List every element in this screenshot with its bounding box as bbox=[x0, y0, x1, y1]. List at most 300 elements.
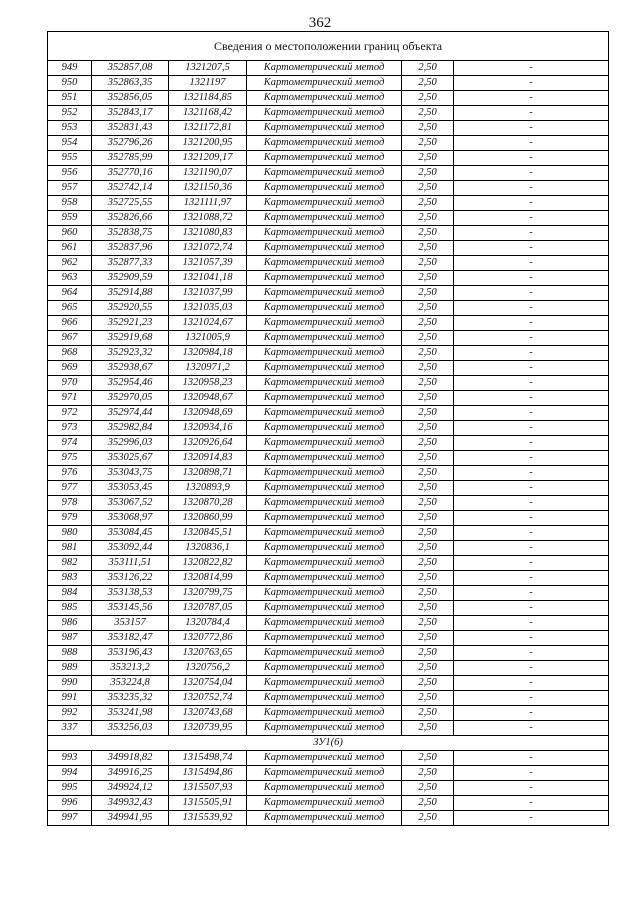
description-cell: - bbox=[454, 631, 609, 646]
y-coordinate-cell: 1320893,9 bbox=[169, 481, 247, 496]
method-cell: Картометрический метод bbox=[247, 571, 402, 586]
x-coordinate-cell: 352923,32 bbox=[92, 346, 169, 361]
description-cell: - bbox=[454, 391, 609, 406]
table-row bbox=[48, 511, 609, 526]
point-number-cell: 978 bbox=[48, 496, 92, 511]
y-coordinate-cell: 1321035,03 bbox=[169, 301, 247, 316]
point-number-cell: 950 bbox=[48, 76, 92, 91]
accuracy-cell: 2,50 bbox=[402, 661, 454, 676]
accuracy-cell: 2,50 bbox=[402, 361, 454, 376]
accuracy-cell: 2,50 bbox=[402, 541, 454, 556]
y-coordinate-cell: 1320870,28 bbox=[169, 496, 247, 511]
accuracy-cell: 2,50 bbox=[402, 676, 454, 691]
x-coordinate-cell: 352857,08 bbox=[92, 61, 169, 76]
table-row bbox=[48, 241, 609, 256]
table-row bbox=[48, 391, 609, 406]
y-coordinate-cell: 1320948,67 bbox=[169, 391, 247, 406]
accuracy-cell: 2,50 bbox=[402, 406, 454, 421]
point-number-cell: 996 bbox=[48, 796, 92, 811]
table-row bbox=[48, 331, 609, 346]
point-number-cell: 954 bbox=[48, 136, 92, 151]
accuracy-cell: 2,50 bbox=[402, 316, 454, 331]
method-cell: Картометрический метод bbox=[247, 286, 402, 301]
method-cell: Картометрический метод bbox=[247, 556, 402, 571]
table-row bbox=[48, 196, 609, 211]
y-coordinate-cell: 1321197 bbox=[169, 76, 247, 91]
accuracy-cell: 2,50 bbox=[402, 346, 454, 361]
method-cell: Картометрический метод bbox=[247, 781, 402, 796]
x-coordinate-cell: 352920,55 bbox=[92, 301, 169, 316]
method-cell: Картометрический метод bbox=[247, 586, 402, 601]
accuracy-cell: 2,50 bbox=[402, 241, 454, 256]
table-row bbox=[48, 811, 609, 826]
table-row bbox=[48, 541, 609, 556]
table-row bbox=[48, 361, 609, 376]
point-number-cell: 959 bbox=[48, 211, 92, 226]
method-cell: Картометрический метод bbox=[247, 121, 402, 136]
y-coordinate-cell: 1321072,74 bbox=[169, 241, 247, 256]
description-cell: - bbox=[454, 481, 609, 496]
y-coordinate-cell: 1320822,82 bbox=[169, 556, 247, 571]
x-coordinate-cell: 352954,46 bbox=[92, 376, 169, 391]
y-coordinate-cell: 1320814,99 bbox=[169, 571, 247, 586]
description-cell: - bbox=[454, 811, 609, 826]
description-cell: - bbox=[454, 526, 609, 541]
x-coordinate-cell: 353241,98 bbox=[92, 706, 169, 721]
x-coordinate-cell: 349918,82 bbox=[92, 751, 169, 766]
accuracy-cell: 2,50 bbox=[402, 256, 454, 271]
method-cell: Картометрический метод bbox=[247, 391, 402, 406]
x-coordinate-cell: 353084,45 bbox=[92, 526, 169, 541]
x-coordinate-cell: 352982,84 bbox=[92, 421, 169, 436]
point-number-cell: 993 bbox=[48, 751, 92, 766]
description-cell: - bbox=[454, 91, 609, 106]
x-coordinate-cell: 352863,35 bbox=[92, 76, 169, 91]
point-number-cell: 995 bbox=[48, 781, 92, 796]
description-cell: - bbox=[454, 616, 609, 631]
x-coordinate-cell: 353138,53 bbox=[92, 586, 169, 601]
y-coordinate-cell: 1320926,64 bbox=[169, 436, 247, 451]
description-cell: - bbox=[454, 271, 609, 286]
x-coordinate-cell: 352938,67 bbox=[92, 361, 169, 376]
table-row bbox=[48, 586, 609, 601]
description-cell: - bbox=[454, 541, 609, 556]
point-number-cell: 963 bbox=[48, 271, 92, 286]
x-coordinate-cell: 352921,23 bbox=[92, 316, 169, 331]
method-cell: Картометрический метод bbox=[247, 796, 402, 811]
y-coordinate-cell: 1315494,86 bbox=[169, 766, 247, 781]
x-coordinate-cell: 352770,16 bbox=[92, 166, 169, 181]
x-coordinate-cell: 353111,51 bbox=[92, 556, 169, 571]
description-cell: - bbox=[454, 556, 609, 571]
point-number-cell: 989 bbox=[48, 661, 92, 676]
method-cell: Картометрический метод bbox=[247, 106, 402, 121]
x-coordinate-cell: 352909,59 bbox=[92, 271, 169, 286]
description-cell: - bbox=[454, 781, 609, 796]
method-cell: Картометрический метод bbox=[247, 361, 402, 376]
accuracy-cell: 2,50 bbox=[402, 436, 454, 451]
accuracy-cell: 2,50 bbox=[402, 391, 454, 406]
point-number-cell: 980 bbox=[48, 526, 92, 541]
description-cell: - bbox=[454, 466, 609, 481]
table-row bbox=[48, 616, 609, 631]
y-coordinate-cell: 1320743,68 bbox=[169, 706, 247, 721]
description-cell: - bbox=[454, 406, 609, 421]
y-coordinate-cell: 1321190,07 bbox=[169, 166, 247, 181]
table-row bbox=[48, 136, 609, 151]
table-row bbox=[48, 526, 609, 541]
point-number-cell: 977 bbox=[48, 481, 92, 496]
y-coordinate-cell: 1320971,2 bbox=[169, 361, 247, 376]
x-coordinate-cell: 353235,32 bbox=[92, 691, 169, 706]
x-coordinate-cell: 353256,03 bbox=[92, 721, 169, 736]
point-number-cell: 983 bbox=[48, 571, 92, 586]
table-row bbox=[48, 691, 609, 706]
y-coordinate-cell: 1320752,74 bbox=[169, 691, 247, 706]
point-number-cell: 979 bbox=[48, 511, 92, 526]
method-cell: Картометрический метод bbox=[247, 751, 402, 766]
method-cell: Картометрический метод bbox=[247, 661, 402, 676]
y-coordinate-cell: 1321024,67 bbox=[169, 316, 247, 331]
accuracy-cell: 2,50 bbox=[402, 421, 454, 436]
point-number-cell: 955 bbox=[48, 151, 92, 166]
accuracy-cell: 2,50 bbox=[402, 151, 454, 166]
table-row bbox=[48, 796, 609, 811]
description-cell: - bbox=[454, 196, 609, 211]
method-cell: Картометрический метод bbox=[247, 646, 402, 661]
method-cell: Картометрический метод bbox=[247, 511, 402, 526]
description-cell: - bbox=[454, 721, 609, 736]
accuracy-cell: 2,50 bbox=[402, 691, 454, 706]
point-number-cell: 973 bbox=[48, 421, 92, 436]
point-number-cell: 985 bbox=[48, 601, 92, 616]
table-row bbox=[48, 646, 609, 661]
x-coordinate-cell: 352725,55 bbox=[92, 196, 169, 211]
method-cell: Картометрический метод bbox=[247, 241, 402, 256]
table-row bbox=[48, 766, 609, 781]
y-coordinate-cell: 1315507,93 bbox=[169, 781, 247, 796]
x-coordinate-cell: 352914,88 bbox=[92, 286, 169, 301]
method-cell: Картометрический метод bbox=[247, 766, 402, 781]
accuracy-cell: 2,50 bbox=[402, 91, 454, 106]
point-number-cell: 974 bbox=[48, 436, 92, 451]
point-number-cell: 337 bbox=[48, 721, 92, 736]
point-number-cell: 961 bbox=[48, 241, 92, 256]
accuracy-cell: 2,50 bbox=[402, 601, 454, 616]
method-cell: Картометрический метод bbox=[247, 271, 402, 286]
point-number-cell: 966 bbox=[48, 316, 92, 331]
accuracy-cell: 2,50 bbox=[402, 796, 454, 811]
table-row bbox=[48, 466, 609, 481]
table-row bbox=[48, 676, 609, 691]
method-cell: Картометрический метод bbox=[247, 136, 402, 151]
method-cell: Картометрический метод bbox=[247, 301, 402, 316]
description-cell: - bbox=[454, 436, 609, 451]
point-number-cell: 968 bbox=[48, 346, 92, 361]
table-row bbox=[48, 406, 609, 421]
boundary-coordinates-table bbox=[47, 31, 609, 826]
description-cell: - bbox=[454, 751, 609, 766]
method-cell: Картометрический метод bbox=[247, 481, 402, 496]
method-cell: Картометрический метод bbox=[247, 616, 402, 631]
x-coordinate-cell: 353213,2 bbox=[92, 661, 169, 676]
method-cell: Картометрический метод bbox=[247, 91, 402, 106]
method-cell: Картометрический метод bbox=[247, 331, 402, 346]
x-coordinate-cell: 353145,56 bbox=[92, 601, 169, 616]
accuracy-cell: 2,50 bbox=[402, 166, 454, 181]
description-cell: - bbox=[454, 211, 609, 226]
point-number-cell: 958 bbox=[48, 196, 92, 211]
point-number-cell: 994 bbox=[48, 766, 92, 781]
x-coordinate-cell: 352826,66 bbox=[92, 211, 169, 226]
point-number-cell: 964 bbox=[48, 286, 92, 301]
table-title: Сведения о местоположении границ объекта bbox=[48, 32, 609, 61]
y-coordinate-cell: 1321207,5 bbox=[169, 61, 247, 76]
description-cell: - bbox=[454, 646, 609, 661]
description-cell: - bbox=[454, 376, 609, 391]
accuracy-cell: 2,50 bbox=[402, 271, 454, 286]
description-cell: - bbox=[454, 586, 609, 601]
y-coordinate-cell: 1320739,95 bbox=[169, 721, 247, 736]
x-coordinate-cell: 352970,05 bbox=[92, 391, 169, 406]
y-coordinate-cell: 1320799,75 bbox=[169, 586, 247, 601]
x-coordinate-cell: 352742,14 bbox=[92, 181, 169, 196]
description-cell: - bbox=[454, 421, 609, 436]
method-cell: Картометрический метод bbox=[247, 496, 402, 511]
description-cell: - bbox=[454, 766, 609, 781]
accuracy-cell: 2,50 bbox=[402, 451, 454, 466]
point-number-cell: 962 bbox=[48, 256, 92, 271]
point-number-cell: 988 bbox=[48, 646, 92, 661]
method-cell: Картометрический метод bbox=[247, 406, 402, 421]
x-coordinate-cell: 349932,43 bbox=[92, 796, 169, 811]
point-number-cell: 956 bbox=[48, 166, 92, 181]
accuracy-cell: 2,50 bbox=[402, 376, 454, 391]
x-coordinate-cell: 353025,67 bbox=[92, 451, 169, 466]
y-coordinate-cell: 1320860,99 bbox=[169, 511, 247, 526]
description-cell: - bbox=[454, 226, 609, 241]
point-number-cell: 967 bbox=[48, 331, 92, 346]
table-row bbox=[48, 301, 609, 316]
y-coordinate-cell: 1320898,71 bbox=[169, 466, 247, 481]
method-cell: Картометрический метод bbox=[247, 151, 402, 166]
point-number-cell: 976 bbox=[48, 466, 92, 481]
table-row bbox=[48, 76, 609, 91]
x-coordinate-cell: 353157 bbox=[92, 616, 169, 631]
method-cell: Картометрический метод bbox=[247, 811, 402, 826]
table-row bbox=[48, 556, 609, 571]
y-coordinate-cell: 1321057,39 bbox=[169, 256, 247, 271]
x-coordinate-cell: 349941,95 bbox=[92, 811, 169, 826]
accuracy-cell: 2,50 bbox=[402, 331, 454, 346]
description-cell: - bbox=[454, 256, 609, 271]
x-coordinate-cell: 352974,44 bbox=[92, 406, 169, 421]
point-number-cell: 981 bbox=[48, 541, 92, 556]
point-number-cell: 975 bbox=[48, 451, 92, 466]
accuracy-cell: 2,50 bbox=[402, 496, 454, 511]
method-cell: Картометрический метод bbox=[247, 631, 402, 646]
accuracy-cell: 2,50 bbox=[402, 631, 454, 646]
point-number-cell: 957 bbox=[48, 181, 92, 196]
accuracy-cell: 2,50 bbox=[402, 466, 454, 481]
table-row bbox=[48, 601, 609, 616]
description-cell: - bbox=[454, 61, 609, 76]
y-coordinate-cell: 1320784,4 bbox=[169, 616, 247, 631]
y-coordinate-cell: 1321184,85 bbox=[169, 91, 247, 106]
description-cell: - bbox=[454, 121, 609, 136]
description-cell: - bbox=[454, 796, 609, 811]
description-cell: - bbox=[454, 181, 609, 196]
description-cell: - bbox=[454, 151, 609, 166]
table-row bbox=[48, 91, 609, 106]
method-cell: Картометрический метод bbox=[247, 256, 402, 271]
y-coordinate-cell: 1320754,04 bbox=[169, 676, 247, 691]
description-cell: - bbox=[454, 496, 609, 511]
description-cell: - bbox=[454, 301, 609, 316]
table-row bbox=[48, 481, 609, 496]
point-number-cell: 965 bbox=[48, 301, 92, 316]
y-coordinate-cell: 1321209,17 bbox=[169, 151, 247, 166]
x-coordinate-cell: 353196,43 bbox=[92, 646, 169, 661]
y-coordinate-cell: 1321111,97 bbox=[169, 196, 247, 211]
accuracy-cell: 2,50 bbox=[402, 301, 454, 316]
accuracy-cell: 2,50 bbox=[402, 811, 454, 826]
y-coordinate-cell: 1320948,69 bbox=[169, 406, 247, 421]
method-cell: Картометрический метод bbox=[247, 226, 402, 241]
accuracy-cell: 2,50 bbox=[402, 211, 454, 226]
table-row bbox=[48, 751, 609, 766]
description-cell: - bbox=[454, 106, 609, 121]
table-row bbox=[48, 661, 609, 676]
accuracy-cell: 2,50 bbox=[402, 61, 454, 76]
table-row bbox=[48, 451, 609, 466]
point-number-cell: 949 bbox=[48, 61, 92, 76]
method-cell: Картометрический метод bbox=[247, 721, 402, 736]
table-row bbox=[48, 106, 609, 121]
description-cell: - bbox=[454, 166, 609, 181]
y-coordinate-cell: 1320958,23 bbox=[169, 376, 247, 391]
method-cell: Картометрический метод bbox=[247, 601, 402, 616]
point-number-cell: 969 bbox=[48, 361, 92, 376]
table-row bbox=[48, 316, 609, 331]
table-row bbox=[48, 436, 609, 451]
x-coordinate-cell: 352796,26 bbox=[92, 136, 169, 151]
point-number-cell: 987 bbox=[48, 631, 92, 646]
point-number-cell: 986 bbox=[48, 616, 92, 631]
table-row bbox=[48, 496, 609, 511]
description-cell: - bbox=[454, 511, 609, 526]
accuracy-cell: 2,50 bbox=[402, 226, 454, 241]
point-number-cell: 960 bbox=[48, 226, 92, 241]
x-coordinate-cell: 352877,33 bbox=[92, 256, 169, 271]
table-row bbox=[48, 226, 609, 241]
table-row bbox=[48, 121, 609, 136]
table-row bbox=[48, 286, 609, 301]
accuracy-cell: 2,50 bbox=[402, 586, 454, 601]
method-cell: Картометрический метод bbox=[247, 541, 402, 556]
x-coordinate-cell: 352838,75 bbox=[92, 226, 169, 241]
table-title-row bbox=[48, 32, 609, 61]
method-cell: Картометрический метод bbox=[247, 676, 402, 691]
table-row bbox=[48, 271, 609, 286]
accuracy-cell: 2,50 bbox=[402, 106, 454, 121]
table-row bbox=[48, 166, 609, 181]
method-cell: Картометрический метод bbox=[247, 466, 402, 481]
method-cell: Картометрический метод bbox=[247, 196, 402, 211]
section-row bbox=[48, 736, 609, 751]
section-label: ЗУ1(6) bbox=[48, 736, 609, 751]
table-row bbox=[48, 61, 609, 76]
description-cell: - bbox=[454, 331, 609, 346]
description-cell: - bbox=[454, 346, 609, 361]
x-coordinate-cell: 353182,47 bbox=[92, 631, 169, 646]
accuracy-cell: 2,50 bbox=[402, 526, 454, 541]
y-coordinate-cell: 1320772,86 bbox=[169, 631, 247, 646]
y-coordinate-cell: 1315498,74 bbox=[169, 751, 247, 766]
method-cell: Картометрический метод bbox=[247, 421, 402, 436]
accuracy-cell: 2,50 bbox=[402, 751, 454, 766]
method-cell: Картометрический метод bbox=[247, 61, 402, 76]
accuracy-cell: 2,50 bbox=[402, 781, 454, 796]
table-row bbox=[48, 571, 609, 586]
table-row bbox=[48, 421, 609, 436]
x-coordinate-cell: 353224,8 bbox=[92, 676, 169, 691]
y-coordinate-cell: 1321037,99 bbox=[169, 286, 247, 301]
description-cell: - bbox=[454, 691, 609, 706]
y-coordinate-cell: 1321005,9 bbox=[169, 331, 247, 346]
point-number-cell: 951 bbox=[48, 91, 92, 106]
method-cell: Картометрический метод bbox=[247, 706, 402, 721]
description-cell: - bbox=[454, 136, 609, 151]
y-coordinate-cell: 1320984,18 bbox=[169, 346, 247, 361]
description-cell: - bbox=[454, 661, 609, 676]
y-coordinate-cell: 1321150,36 bbox=[169, 181, 247, 196]
accuracy-cell: 2,50 bbox=[402, 556, 454, 571]
accuracy-cell: 2,50 bbox=[402, 646, 454, 661]
point-number-cell: 984 bbox=[48, 586, 92, 601]
y-coordinate-cell: 1315505,91 bbox=[169, 796, 247, 811]
y-coordinate-cell: 1321172,81 bbox=[169, 121, 247, 136]
x-coordinate-cell: 352856,05 bbox=[92, 91, 169, 106]
description-cell: - bbox=[454, 571, 609, 586]
table-body bbox=[48, 32, 609, 826]
y-coordinate-cell: 1321088,72 bbox=[169, 211, 247, 226]
accuracy-cell: 2,50 bbox=[402, 706, 454, 721]
y-coordinate-cell: 1321041,18 bbox=[169, 271, 247, 286]
point-number-cell: 992 bbox=[48, 706, 92, 721]
method-cell: Картометрический метод bbox=[247, 346, 402, 361]
table-row bbox=[48, 376, 609, 391]
point-number-cell: 971 bbox=[48, 391, 92, 406]
method-cell: Картометрический метод bbox=[247, 451, 402, 466]
method-cell: Картометрический метод bbox=[247, 211, 402, 226]
y-coordinate-cell: 1320836,1 bbox=[169, 541, 247, 556]
description-cell: - bbox=[454, 76, 609, 91]
x-coordinate-cell: 352785,99 bbox=[92, 151, 169, 166]
point-number-cell: 970 bbox=[48, 376, 92, 391]
x-coordinate-cell: 349916,25 bbox=[92, 766, 169, 781]
x-coordinate-cell: 349924,12 bbox=[92, 781, 169, 796]
table-row bbox=[48, 211, 609, 226]
x-coordinate-cell: 352831,43 bbox=[92, 121, 169, 136]
point-number-cell: 952 bbox=[48, 106, 92, 121]
method-cell: Картометрический метод bbox=[247, 166, 402, 181]
description-cell: - bbox=[454, 241, 609, 256]
x-coordinate-cell: 353043,75 bbox=[92, 466, 169, 481]
accuracy-cell: 2,50 bbox=[402, 196, 454, 211]
x-coordinate-cell: 352919,68 bbox=[92, 331, 169, 346]
y-coordinate-cell: 1320914,83 bbox=[169, 451, 247, 466]
